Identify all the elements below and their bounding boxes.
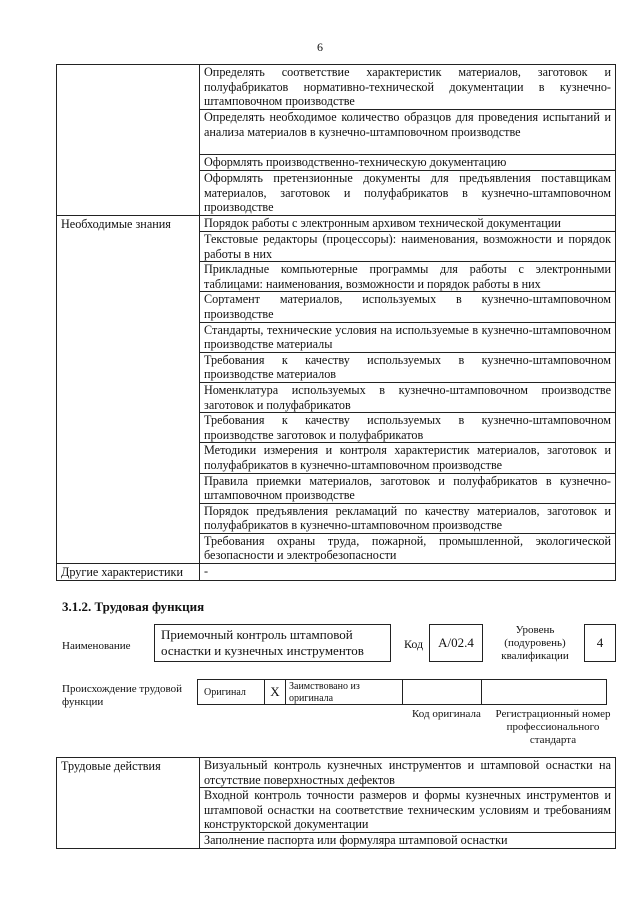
- requirements-table: [56, 64, 616, 581]
- table-cell: Требования к качеству используемых в кузнечно-штамповочном производстве материалов: [200, 352, 616, 382]
- table-cell: Требования охраны труда, пожарной, промышленной, экологической безопасности и электробезопасности: [200, 533, 616, 563]
- name-label: Наименование: [62, 640, 131, 652]
- table-cell: Прикладные компьютерные программы для работы с электронными таблицами: наименования, возможности и порядок работы в них: [200, 262, 616, 292]
- table-cell: Входной контроль точности размеров и формы кузнечных инструментов и штамповой оснастки на соответствие техническим условиям и требованиям конструкторской документации: [200, 788, 616, 833]
- table-row: [57, 65, 616, 110]
- original-code-caption: Код оригинала: [412, 708, 481, 720]
- qualification-level-label: Уровень (подуровень) квалификации: [501, 624, 569, 662]
- original-cell: Оригинал: [197, 679, 265, 705]
- labor-actions-table: [56, 757, 616, 849]
- table-cell: Заполнение паспорта или формуляра штамповой оснастки: [200, 833, 616, 849]
- table-cell: Стандарты, технические условия на используемые в кузнечно-штамповочном производстве материалы: [200, 322, 616, 352]
- function-name-box: Приемочный контроль штамповой оснастки и кузнечных инструментов: [154, 624, 391, 662]
- origin-row: [198, 679, 607, 705]
- other-characteristics-label: Другие характеристики: [57, 564, 200, 581]
- section-heading: 3.1.2. Трудовая функция: [62, 599, 205, 614]
- table-cell: Методики измерения и контроля характеристик материалов, заготовок и полуфабрикатов в кузнечно-штамповочном производстве: [200, 443, 616, 473]
- table-cell: Сортамент материалов, используемых в кузнечно-штамповочном производстве: [200, 292, 616, 322]
- table-cell: Требования к качеству используемых в кузнечно-штамповочном производстве заготовок и полуфабрикатов: [200, 413, 616, 443]
- original-mark: X: [264, 679, 286, 705]
- table-row: [57, 216, 616, 232]
- code-label: Код: [404, 637, 424, 651]
- table-cell: Визуальный контроль кузнечных инструментов и штамповой оснастки на отсутствие поверхностных дефектов: [200, 758, 616, 788]
- qualification-level-box: 4: [584, 624, 616, 662]
- row-label: [57, 65, 200, 216]
- borrowed-cell: Заимствовано из оригинала: [285, 679, 403, 705]
- page-number: 6: [317, 40, 323, 54]
- table-cell: Определять соответствие характеристик материалов, заготовок и полуфабрикатов нормативно-технической документации в кузнечно-штамповочном производстве: [200, 65, 616, 110]
- table-cell: -: [200, 564, 616, 581]
- table-cell: Оформлять производственно-техническую документацию: [200, 155, 616, 171]
- table-cell: Текстовые редакторы (процессоры): наименования, возможности и порядок работы в них: [200, 232, 616, 262]
- registration-number-caption: Регистрационный номер профессионального стандарта: [495, 708, 611, 746]
- knowledge-label: Необходимые знания: [57, 216, 200, 564]
- table-cell: Порядок работы с электронным архивом технической документации: [200, 216, 616, 232]
- table-cell: Оформлять претензионные документы для предъявления поставщикам материалов, заготовок и полуфабрикатов в кузнечно-штамповочном производстве: [200, 171, 616, 216]
- origin-label: Происхождение трудовой функции: [62, 683, 183, 708]
- table-cell: Правила приемки материалов, заготовок и полуфабрикатов в кузнечно-штамповочном производстве: [200, 473, 616, 503]
- registration-number-cell: [481, 679, 607, 705]
- labor-actions-label: Трудовые действия: [57, 758, 200, 849]
- table-row: [57, 758, 616, 788]
- code-value-box: А/02.4: [429, 624, 483, 662]
- table-cell: Определять необходимое количество образцов для проведения испытаний и анализа материалов в кузнечно-штамповочном производстве: [200, 110, 616, 155]
- table-cell: Порядок предъявления рекламаций по качеству материалов, заготовок и полуфабрикатов в кузнечно-штамповочном производстве: [200, 503, 616, 533]
- original-code-cell: [402, 679, 482, 705]
- table-row: [57, 564, 616, 581]
- table-cell: Номенклатура используемых в кузнечно-штамповочном производстве заготовок и полуфабрикатов: [200, 382, 616, 412]
